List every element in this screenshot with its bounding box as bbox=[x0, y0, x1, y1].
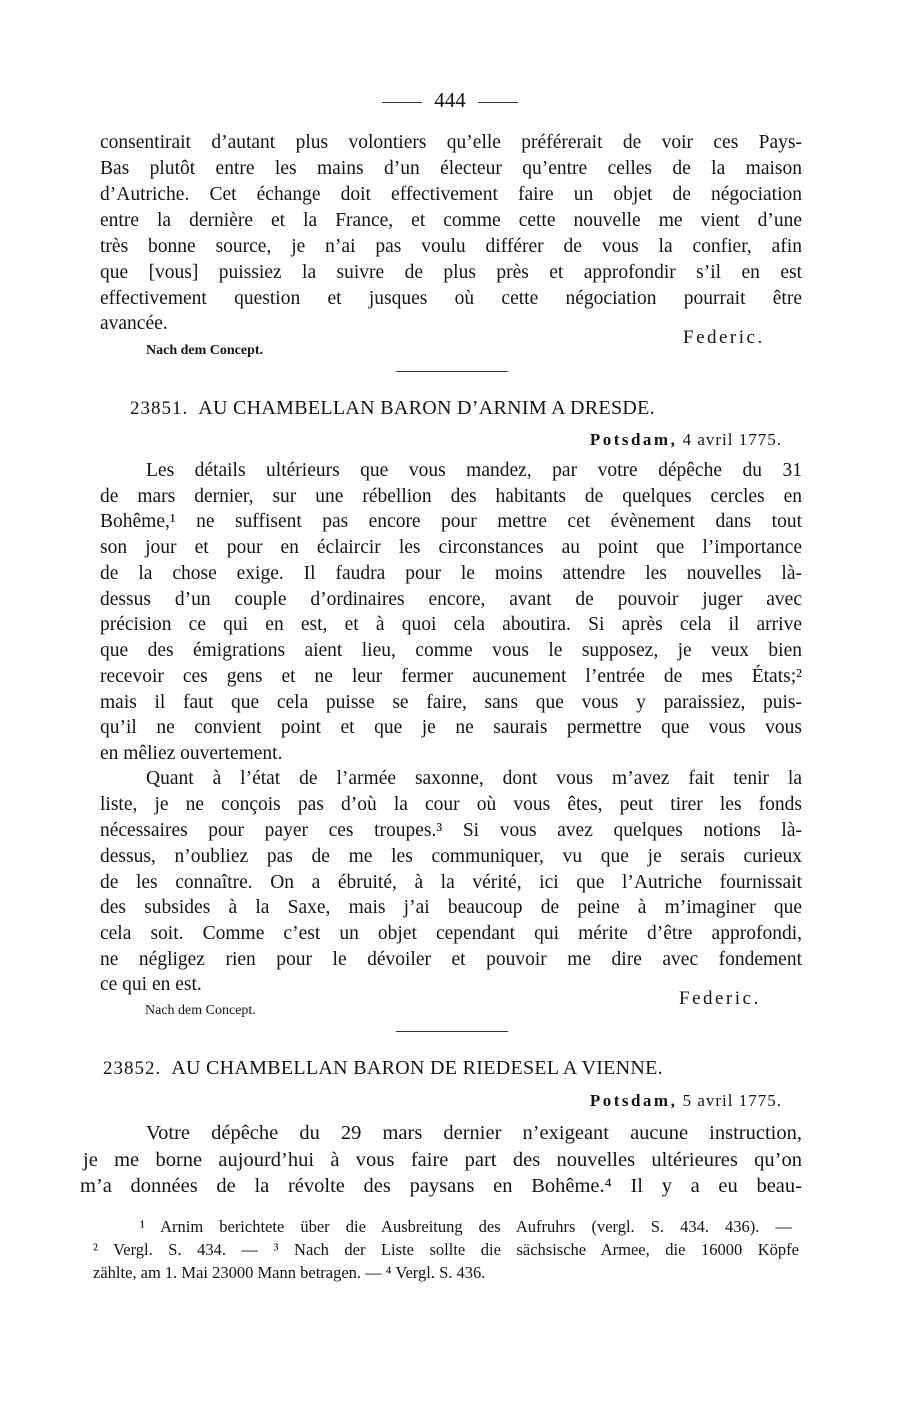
text-line: Les détails ultérieurs que vous mandez, par votre dépêche du 31 bbox=[146, 460, 802, 481]
text-line: que [vous] puissiez la suivre de plus près et approfondir s’il en est bbox=[100, 262, 802, 283]
text-line: ce qui en est. bbox=[100, 974, 202, 995]
text-line: de les connaître. On a ébruité, à la vérité, ici que l’Autriche fournissait bbox=[100, 872, 802, 893]
dateline bbox=[590, 430, 782, 450]
footnote-line: ² Vergl. S. 434. — ³ Nach der Liste sollte die sächsische Armee, die 16000 Köpfe bbox=[93, 1240, 799, 1259]
source-note: Nach dem Concept. bbox=[145, 1003, 256, 1018]
text-line: Bas plutôt entre les mains d’un électeur qu’entre celles de la maison bbox=[100, 158, 802, 179]
section-divider bbox=[396, 371, 508, 372]
text-line: Bohême,¹ ne suffisent pas encore pour mettre cet évènement dans tout bbox=[100, 511, 802, 532]
footnote-line: zählte, am 1. Mai 23000 Mann betragen. — ⁴ Vergl. S. 436. bbox=[93, 1263, 486, 1282]
header-rule-right bbox=[478, 102, 518, 103]
letter-heading bbox=[130, 397, 655, 420]
header-rule-left bbox=[382, 102, 422, 103]
dateline-place: Potsdam, bbox=[589, 1091, 678, 1110]
dateline-date: 4 avril 1775. bbox=[682, 430, 782, 449]
text-line: d’Autriche. Cet échange doit effectivement faire un objet de négociation bbox=[100, 184, 802, 205]
letter-title: AU CHAMBELLAN BARON DE RIEDESEL A VIENNE. bbox=[171, 1057, 663, 1079]
letter-title: AU CHAMBELLAN BARON D’ARNIM A DRESDE. bbox=[198, 397, 655, 419]
text-line: de la chose exige. Il faudra pour le moins attendre les nouvelles là- bbox=[100, 563, 802, 584]
text-line: dessus, n’oubliez pas de me les communiquer, vu que je serais curieux bbox=[100, 846, 802, 867]
text-line: avancée. bbox=[100, 313, 168, 334]
text-line: que des émigrations aient lieu, comme vous le supposez, je veux bien bbox=[100, 640, 802, 661]
text-line: de mars dernier, sur une rébellion des habitants de quelques cercles en bbox=[100, 486, 802, 507]
dateline-place: Potsdam, bbox=[589, 430, 678, 449]
text-line: très bonne source, je n’ai pas voulu différer de vous la confier, afin bbox=[100, 236, 802, 257]
text-line: ne négligez rien pour le dévoiler et pouvoir me dire avec fondement bbox=[100, 949, 802, 970]
text-line: m’a données de la révolte des paysans en Bohême.⁴ Il y a eu beau- bbox=[80, 1175, 802, 1197]
text-line: mais il faut que cela puisse se faire, sans que vous y paraissiez, puis- bbox=[100, 692, 802, 713]
text-line: cela soit. Comme c’est un objet cependant qui mérite d’être approfondi, bbox=[100, 923, 802, 944]
text-line: entre la dernière et la France, et comme cette nouvelle me vient d’une bbox=[100, 210, 802, 231]
text-line: recevoir ces gens et ne leur fermer aucunement l’entrée de mes États;² bbox=[100, 666, 802, 687]
signature: Federic. bbox=[683, 327, 765, 348]
dateline bbox=[590, 1091, 782, 1111]
text-line: Quant à l’état de l’armée saxonne, dont vous m’avez fait tenir la bbox=[146, 768, 802, 789]
text-line: son jour et pour en éclaircir les circonstances au point que l’importance bbox=[100, 537, 802, 558]
letter-number: 23852. bbox=[103, 1058, 162, 1079]
text-line: consentirait d’autant plus volontiers qu’elle préférerait de voir ces Pays- bbox=[100, 132, 802, 153]
footnote-line: ¹ Arnim berichtete über die Ausbreitung des Aufruhrs (vergl. S. 434. 436). — bbox=[140, 1217, 792, 1236]
page-number: 444 bbox=[434, 88, 466, 112]
signature: Federic. bbox=[679, 988, 761, 1009]
section-divider bbox=[396, 1031, 508, 1032]
source-note: Nach dem Concept. bbox=[146, 343, 264, 358]
text-line: liste, je ne conçois pas d’où la cour où vous êtes, peut tirer les fonds bbox=[100, 794, 802, 815]
dateline-date: 5 avril 1775. bbox=[682, 1091, 782, 1110]
text-line: nécessaires pour payer ces troupes.³ Si vous avez quelques notions là- bbox=[100, 820, 802, 841]
text-line: des subsides à la Saxe, mais j’ai beaucoup de peine à m’imaginer que bbox=[100, 897, 802, 918]
text-line: qu’il ne convient point et que je ne saurais permettre que vous vous bbox=[100, 717, 802, 738]
text-line: effectivement question et jusques où cette négociation pourrait être bbox=[100, 288, 802, 309]
page-header bbox=[0, 88, 900, 113]
text-line: Votre dépêche du 29 mars dernier n’exigeant aucune instruction, bbox=[146, 1122, 802, 1144]
letter-heading bbox=[103, 1057, 663, 1080]
text-line: en mêliez ouvertement. bbox=[100, 743, 283, 764]
text-line: dessus d’un couple d’ordinaires encore, avant de pouvoir juger avec bbox=[100, 589, 802, 610]
text-line: précision ce qui en est, et à quoi cela aboutira. Si après cela il arrive bbox=[100, 614, 802, 635]
text-line: je me borne aujourd’hui à vous faire part des nouvelles ultérieures qu’on bbox=[83, 1149, 802, 1171]
letter-number: 23851. bbox=[130, 398, 189, 419]
